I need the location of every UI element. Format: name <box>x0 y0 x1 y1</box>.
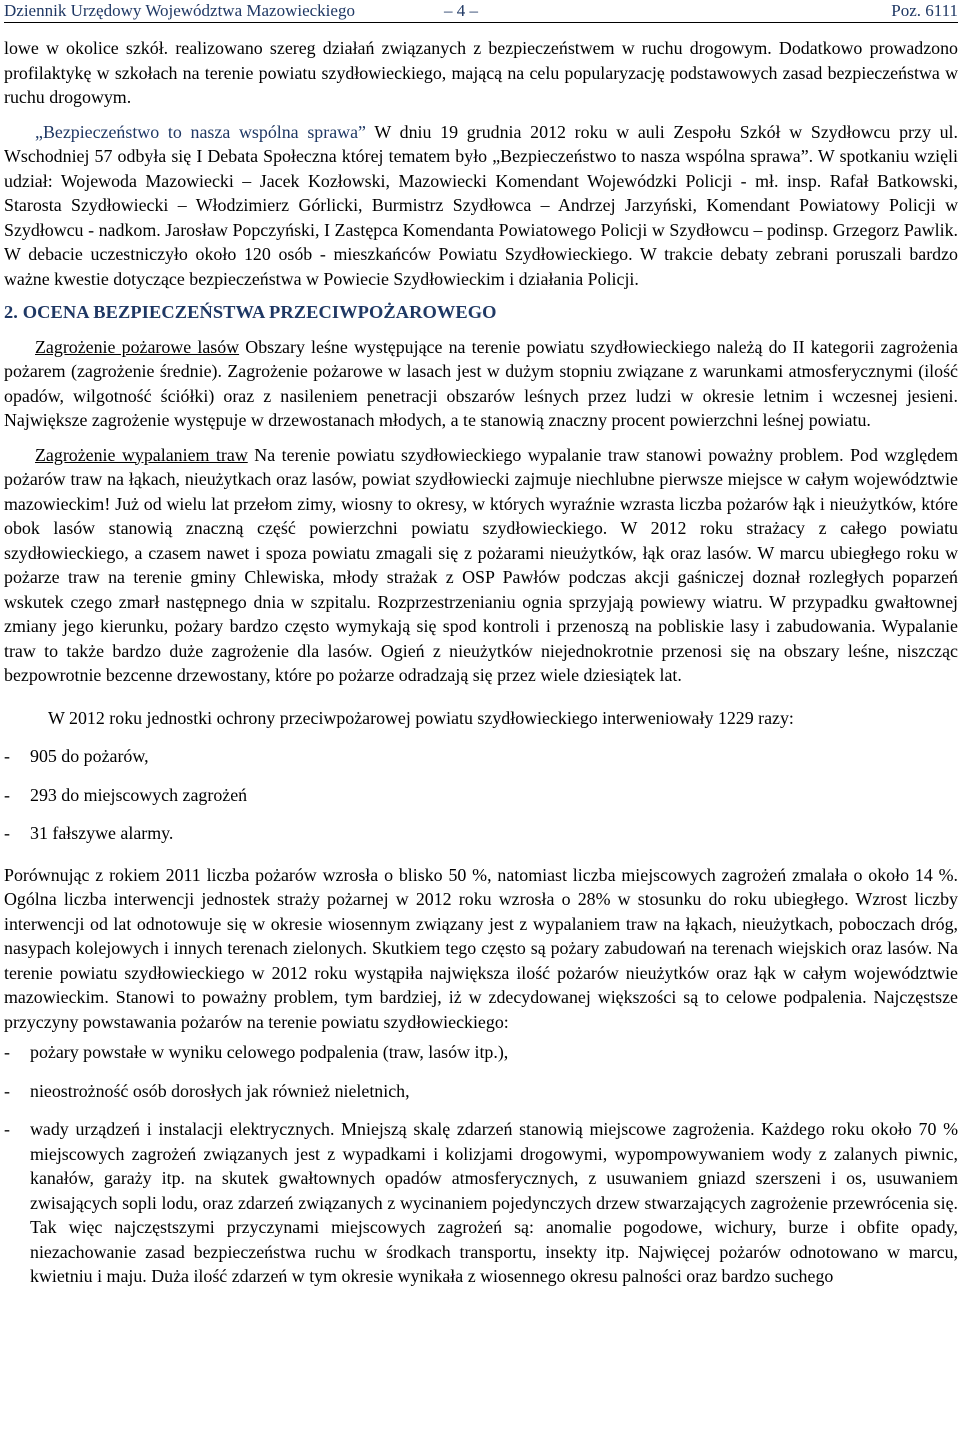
intervention-local-threats: 293 do miejscowych zagrożeń <box>30 784 248 805</box>
list-item <box>4 1079 958 1104</box>
position-number: Poz. 6111 <box>891 1 958 20</box>
dash-marker: - <box>4 1042 10 1062</box>
section-heading: 2. OCENA BEZPIECZEŃSTWA PRZECIWPOŻAROWEGO <box>4 302 497 322</box>
cause-arson: pożary powstałe w wyniku celowego podpalenia (traw, lasów itp.), <box>30 1042 509 1062</box>
forest-fire-text: Obszary leśne występujące na terenie powiatu szydłowieckiego należą do II kategorii zagrożenia pożarem (zagrożenie średnie). Zagrożenie pożarowe w lasach jest w dużym stopniu związane z warunkami atmosferycznymi (ilość opadów, wilgotność ściółki) oraz z nasileniem penetracji obszarów leśnych przez ludzi w okresie letnim i wczesnej jesieni. Największe zagrożenie występuje w drzewostanach młodych, a te stanowią znaczny procent powierzchni leśnej powiatu. <box>4 336 958 430</box>
intervention-fires: 905 do pożarów, <box>30 746 149 766</box>
paragraph-interventions-intro: W 2012 roku jednostki ochrony przeciwpożarowej powiatu szydłowieckiego interweniowały 1229 razy: <box>48 707 794 728</box>
cause-electrical: wady urządzeń i instalacji elektrycznych. Mniejszą skalę zdarzeń stanowią miejscowe zagrożenia. Każdego roku około 70 % miejscowych zagrożeń związanych jest z wypadkami i kolizjami drogowymi, wypompowywaniem wody z zalanych piwnic, kanałów, garaży itp. na skutek gwałtownych opadów atmosferycznych, z usuwaniem gniazd szerszeni i os, usuwaniem zwisających sopli lodu, oraz zdarzeń związanych z wycinaniem pojedynczych drzew stwarzających zagrożenie przewrócenia się. Tak więc najczęstszymi przyczynami miejscowych zagrożeń są: anomalie pogodowe, wichury, burze i obfite opady, niezachowanie zasad bezpieczeństwa ruchu w środkach transportu, insekty itp. Najwięcej pożarów odnotowano w marcu, kwietniu i maju. Duża ilość zdarzeń w tym okresie wynikała z wiosennego okresu palności oraz bardzo suchego <box>30 1119 958 1286</box>
list-item <box>4 821 958 846</box>
dash-marker: - <box>4 823 10 843</box>
paragraph-comparison: Porównując z rokiem 2011 liczba pożarów wzrosła o blisko 50 %, natomiast liczba miejscowych zagrożeń zmalała o około 14 %. Ogólna liczba interwencji jednostek straży pożarnej w 2012 roku wzrosła o 28% w stosunku do roku ubiegłego. Wzrost liczby interwencji od lat odnotowuje się w okresie wiosennym związany jest z wypalaniem traw na łąkach, nieużytkach, poboczach dróg, nasypach kolejowych i innych terenach zielonych. Skutkiem tego często są pożary zabudowań na terenach wiejskich oraz lasów. Na terenie powiatu szydłowieckiego w 2012 roku wystąpiła największa ilość pożarów nieużytków oraz łąk w całym województwie mazowieckim. Stanowi to poważny problem, tym bardziej, iż w zdecydowanej większości są to celowe podpalenia. Najczęstsze przyczyny powstawania pożarów na terenie powiatu szydłowieckiego: <box>4 864 958 1032</box>
dash-marker: - <box>4 1119 10 1139</box>
grass-burning-text: Na terenie powiatu szydłowieckiego wypalanie traw stanowi poważny problem. Pod względem pożarów traw na łąkach, nieużytkach oraz lasów, powiat szydłowiecki zajmuje niechlubne pierwsze miejsce w całym województwie mazowieckim! Już od wielu lat przełom zimy, wiosny to okresy, w których wyraźnie wzrasta liczba pożarów łąk i nieużytków, które obok lasów stanowią znaczną część powierzchni powiatu szydłowieckiego. W 2012 roku strażacy z całego powiatu szydłowieckiego, a czasem nawet i spoza powiatu zmagali się z pożarami nieużytków, łąk oraz lasów. W marcu ubiegłego roku w pożarze traw na terenie gminy Chlewiska, młody strażak z OSP Pawłów podczas akcji gaśniczej doznał rozległych poparzeń wskutek czego zmarł następnego dnia w szpitalu. Rozprzestrzenianiu ognia sprzyjają powiewy wiatru. W przypadku gwałtownej zmiany jego kierunku, pożary bardzo często wymykają się spod kontroli i przenoszą na pobliskie lasy i zabudowania. Wypalanie traw to także bardzo duże zagrożenie dla lasów. Ogień z nieużytków niejednokrotnie przenosi się na obszary leśne, niszcząc bezpowrotnie bezcenne drzewostany, które po pożarze odradzają się przez wiele dziesiątek lat. <box>4 444 958 685</box>
grass-burning-subtitle: Zagrożenie wypalaniem traw <box>35 444 248 465</box>
paragraph-forest-fire <box>4 335 958 433</box>
dash-marker: - <box>4 746 10 766</box>
list-item <box>4 1040 958 1065</box>
list-item <box>4 783 958 808</box>
dash-marker: - <box>4 1080 10 1101</box>
paragraph-debate <box>4 120 958 292</box>
page-number: – 4 – <box>444 1 478 20</box>
paragraph-road-safety: lowe w okolice szkół. realizowano szereg działań związanych z bezpieczeństwem w ruchu drogowym. Dodatkowo prowadzono profilaktykę w szkołach na terenie powiatu szydłowieckiego, mającą na celu popularyzację podstawowych zasad bezpieczeństwa w ruchu drogowym. <box>4 38 958 107</box>
document-body <box>4 36 958 1289</box>
intervention-false-alarms: 31 fałszywe alarmy. <box>30 823 174 843</box>
publication-title: Dziennik Urzędowy Województwa Mazowieckiego <box>4 1 355 20</box>
page-header <box>4 0 958 23</box>
list-item <box>4 1117 958 1289</box>
cause-negligence: nieostrożność osób dorosłych jak również nieletnich, <box>30 1080 410 1101</box>
paragraph-grass-burning <box>4 443 958 688</box>
debate-title: „Bezpieczeństwo to nasza wspólna sprawa” <box>35 121 366 142</box>
forest-fire-subtitle: Zagrożenie pożarowe lasów <box>35 336 240 357</box>
dash-marker: - <box>4 784 10 805</box>
debate-text: W dniu 19 grudnia 2012 roku w auli Zespołu Szkół w Szydłowcu przy ul. Wschodniej 57 odbyła się I Debata Społeczna której tematem było „Bezpieczeństwo to nasza wspólna sprawa”. W spotkaniu wzięli udział: Wojewoda Mazowiecki – Jacek Kozłowski, Mazowiecki Komendant Wojewódzki Policji - mł. insp. Rafał Batkowski, Starosta Szydłowiecki – Włodzimierz Górlicki, Burmistrz Szydłowca – Andrzej Jarzyński, Komendant Powiatowy Policji w Szydłowcu - nadkom. Jarosław Popczyński, I Zastępca Komendanta Powiatowego Policji w Szydłowcu – podinsp. Grzegorz Pawlik. W debacie uczestniczyło około 120 osób - mieszkańców Powiatu Szydłowieckiego. W trakcie debaty zebrani poruszali bardzo ważne kwestie dotyczące bezpieczeństwa w Powiecie Szydłowieckim i działania Policji. <box>4 121 958 289</box>
list-item <box>4 744 958 769</box>
